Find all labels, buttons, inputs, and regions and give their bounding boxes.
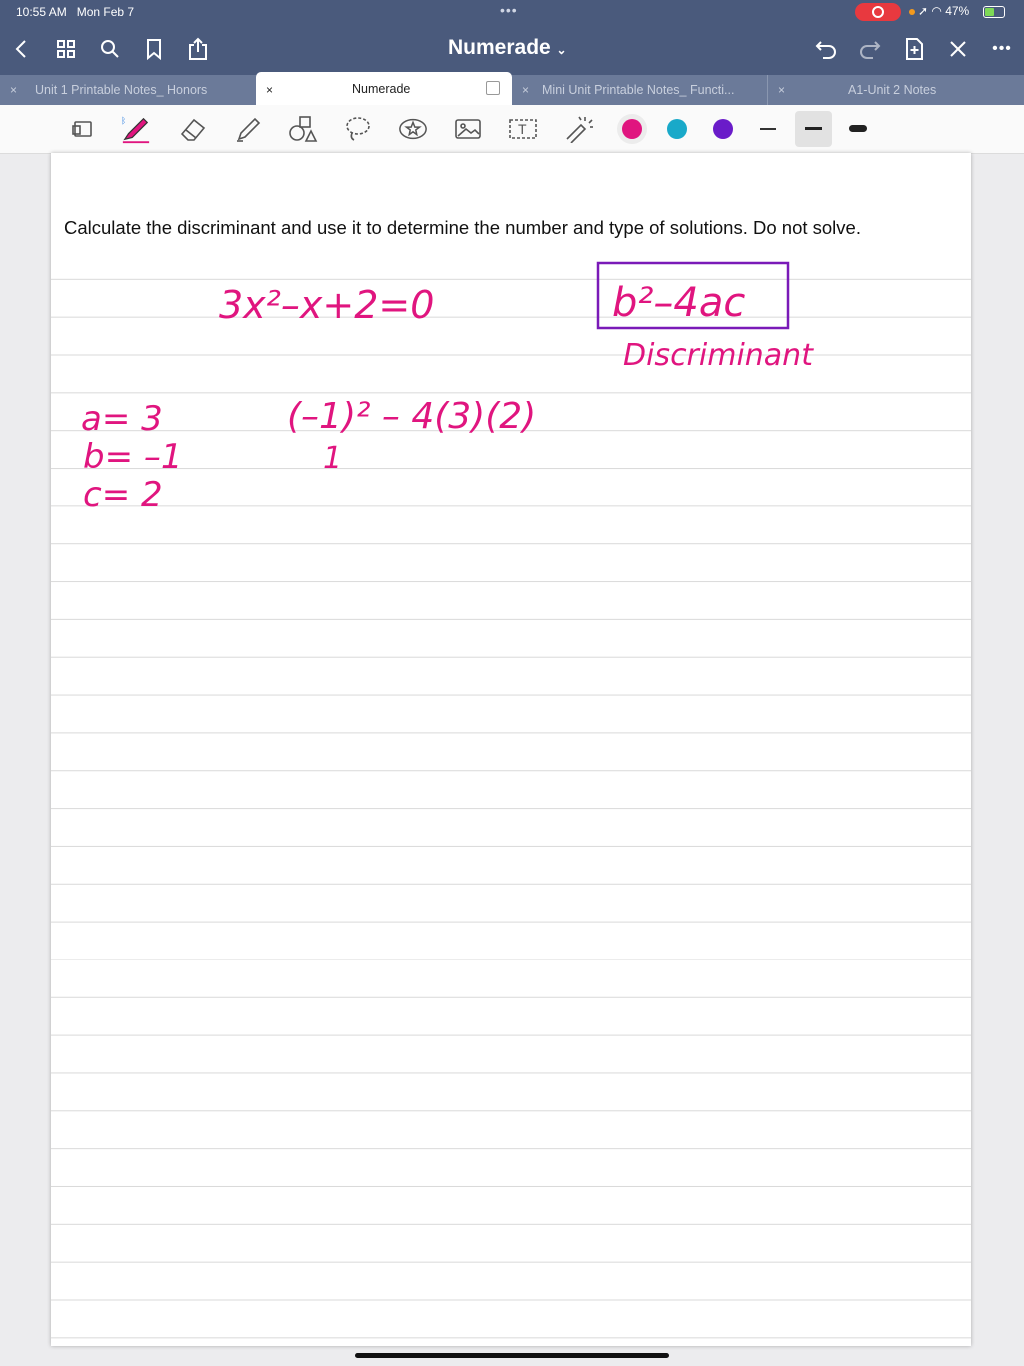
highlighter-icon[interactable]: [233, 114, 263, 144]
handwritten-label: Discriminant: [623, 338, 813, 373]
problem-instruction: Calculate the discriminant and use it to determine the number and type of solutions. Do not solve.: [64, 217, 861, 238]
stroke-thick[interactable]: [849, 125, 867, 132]
multitasking-dots-icon[interactable]: •••: [500, 2, 518, 18]
handwritten-substitution: (–1)² – 4(3)(2): [287, 396, 537, 437]
handwritten-a: a= 3: [81, 399, 163, 439]
split-view-icon[interactable]: [486, 81, 500, 95]
grid-icon[interactable]: [54, 35, 78, 63]
tab-a1-unit2-notes[interactable]: × A1-Unit 2 Notes: [778, 83, 937, 97]
bookmark-icon[interactable]: [143, 35, 165, 63]
color-purple[interactable]: [713, 119, 733, 139]
drawing-toolbar: [0, 105, 1024, 154]
pen-icon[interactable]: [121, 114, 151, 144]
status-time: 10:55 AM Mon Feb 7: [16, 5, 135, 19]
home-indicator[interactable]: [355, 1353, 669, 1358]
handwritten-equation: 3x²–x+2=0: [219, 283, 435, 327]
top-bar: [0, 0, 1024, 75]
text-icon[interactable]: [508, 114, 538, 144]
handwritten-c: c= 2: [83, 475, 163, 515]
zoom-icon[interactable]: [68, 114, 98, 144]
svg-text:T: T: [518, 121, 527, 137]
stroke-medium-selected[interactable]: [795, 111, 832, 147]
color-cyan[interactable]: [667, 119, 687, 139]
tab-close-icon[interactable]: ×: [266, 83, 274, 97]
stroke-thin[interactable]: [760, 128, 776, 130]
add-page-icon[interactable]: [902, 35, 926, 63]
color-pink[interactable]: [622, 119, 642, 139]
document-title[interactable]: Numerade ⌄: [448, 36, 567, 59]
lasso-icon[interactable]: [343, 114, 373, 144]
tab-close-icon[interactable]: ×: [10, 83, 18, 97]
back-icon[interactable]: [12, 35, 30, 63]
battery-percent: 47%: [945, 4, 970, 18]
image-icon[interactable]: [453, 114, 483, 144]
search-icon[interactable]: [98, 35, 122, 63]
handwriting-layer: [51, 153, 971, 553]
eraser-icon[interactable]: [178, 114, 208, 144]
status-right: ➚ ◠ 47%: [918, 4, 970, 18]
battery-icon: [983, 6, 1005, 18]
shapes-icon[interactable]: [288, 114, 318, 144]
tab-close-icon[interactable]: ×: [778, 83, 786, 97]
tab-bar: [0, 75, 1024, 105]
tab-close-icon[interactable]: ×: [522, 83, 530, 97]
handwritten-partial: 1: [323, 441, 343, 476]
tab-unit1-notes[interactable]: × Unit 1 Printable Notes_ Honors: [10, 83, 208, 97]
sticker-icon[interactable]: [398, 114, 428, 144]
handwritten-formula: b²–4ac: [612, 280, 746, 326]
mic-indicator-icon: [909, 9, 915, 15]
notebook-page[interactable]: [51, 153, 971, 1346]
undo-icon[interactable]: [813, 35, 839, 63]
svg-text:ᛒ: ᛒ: [121, 115, 127, 126]
screen-record-icon[interactable]: [855, 3, 901, 21]
laser-pointer-icon[interactable]: [563, 114, 593, 144]
close-pen-icon[interactable]: [946, 35, 970, 63]
redo-icon[interactable]: [857, 35, 883, 63]
handwritten-b: b= –1: [83, 437, 183, 477]
more-icon[interactable]: •••: [992, 40, 1012, 57]
tab-numerade[interactable]: × Numerade: [256, 72, 512, 105]
share-icon[interactable]: [186, 35, 210, 63]
tab-mini-unit-notes[interactable]: × Mini Unit Printable Notes_ Functi...: [513, 75, 768, 105]
